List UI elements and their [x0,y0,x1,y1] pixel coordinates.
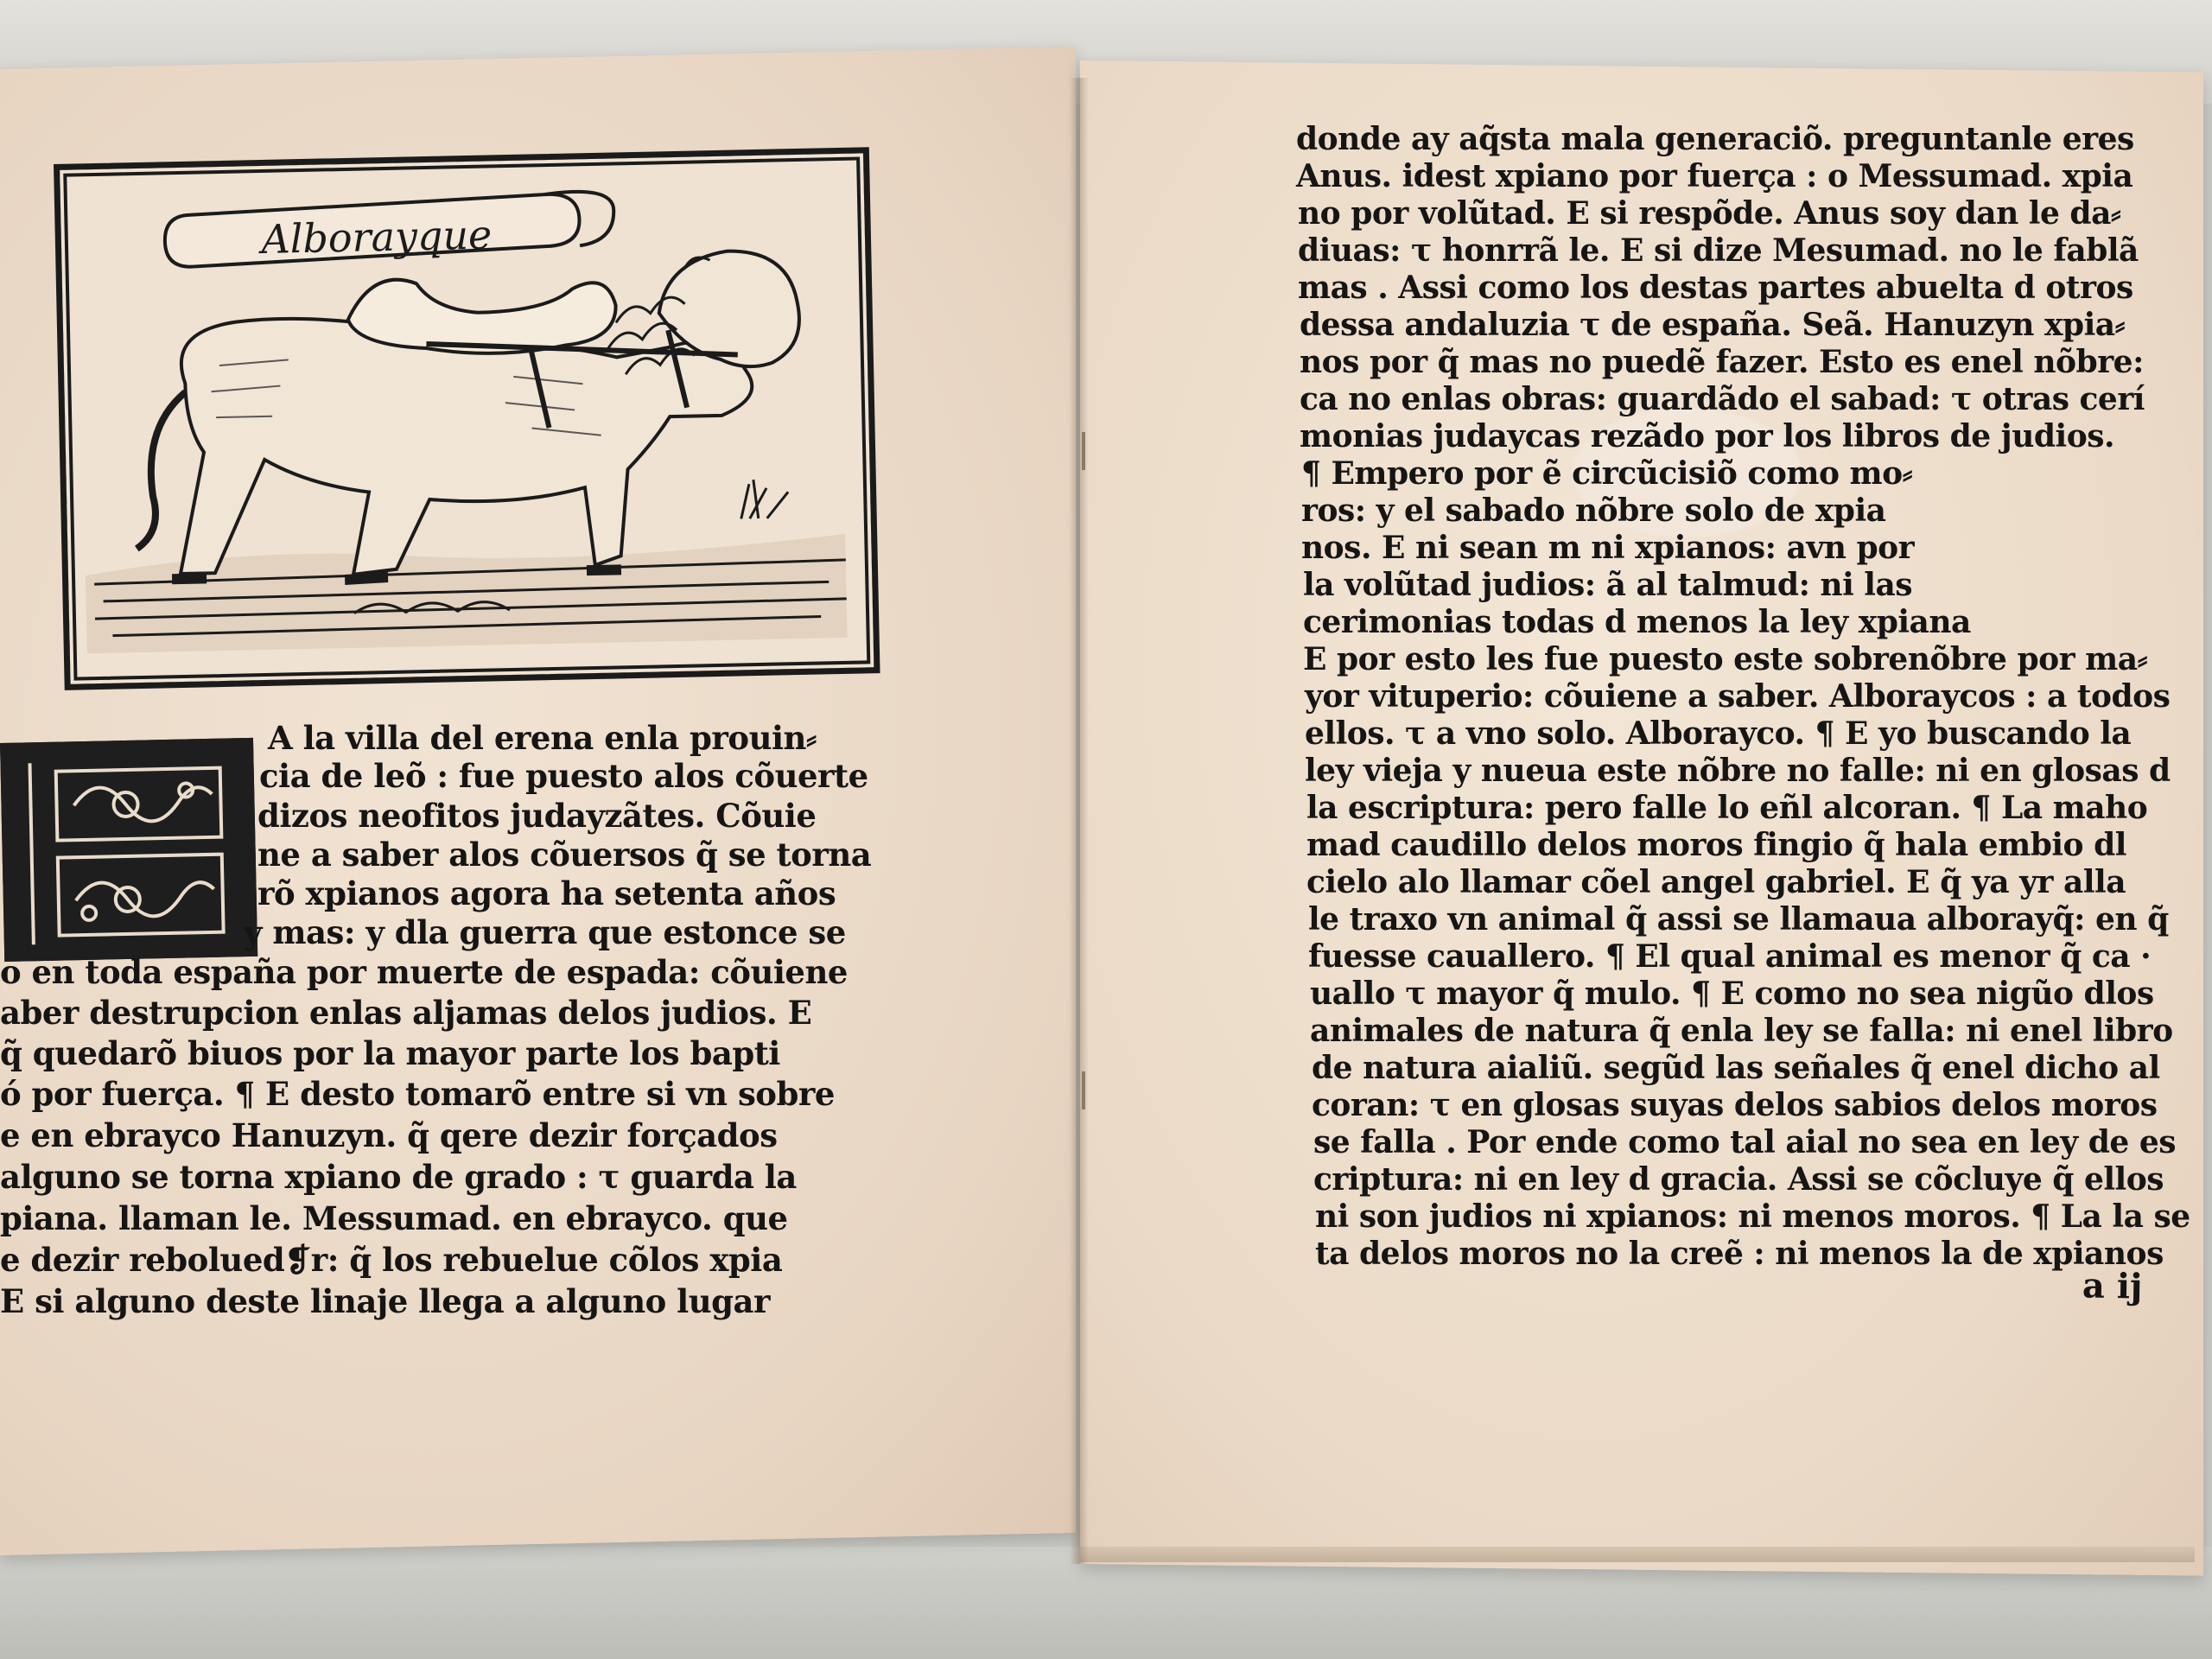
text-line: ellos. τ a vno solo. Alborayco. ¶ E yo buscando la [1305,715,2132,752]
text-line: uallo τ mayor q̃ mulo. ¶ E como no sea nigũo dlos [1310,976,2154,1012]
text-line: ley vieja y nueua este nõbre no falle: ni en glosas d [1305,753,2171,789]
text-line: criptura: ni en ley d gracia. Assi se cõcluye q̃ ellos [1313,1161,2164,1198]
text-line: mas . Assi como los destas partes abuelta d otros [1298,270,2133,306]
text-line: ca no enlas obras: guardãdo el sabad: τ otras cerí [1300,381,2145,417]
text-line: y mas: y dla guerra que estonce se [244,913,846,951]
binding-stitch [1082,1071,1085,1109]
text-line: yor vituperio: cõuiene a saber. Alboraycos : a todos [1305,678,2171,715]
text-line: nos. E ni sean m ni xpianos: avn por [1301,530,1915,566]
text-line: ne a saber alos cõuersos q̃ se torna [257,836,872,874]
book-gutter [1070,78,1089,1564]
binding-stitch [1082,432,1085,470]
text-line: diuas: τ honrrã le. E si dize Mesumad. no le fablã [1298,232,2139,269]
text-line: nos por q̃ mas no puedẽ fazer. Esto es enel nõbre: [1300,344,2144,380]
text-line: rõ xpianos agora ha setenta años [257,874,836,912]
woodcut-illustration [54,147,880,690]
text-line: cia de leõ : fue puesto alos cõuerte [259,757,868,795]
text-line: dessa andaluzia τ de españa. Seã. Hanuzyn xpia⸗ [1300,307,2126,343]
text-line: la volũtad judios: ã al talmud: ni las [1303,567,1913,603]
decorated-initial-letter [0,738,257,962]
text-line: no por volũtad. E si respõde. Anus soy dan le da⸗ [1298,195,2121,232]
text-line: ta delos moros no la creẽ : ni menos la de xpianos [1315,1236,2164,1272]
text-line: fuesse cauallero. ¶ El qual animal es menor q̃ ca · [1308,938,2152,975]
text-line: cerimonias todas d menos la ley xpiana [1303,604,1971,640]
text-line: E si alguno deste linaje llega a alguno lugar [0,1282,770,1320]
text-line: e en ebrayco Hanuzyn. q̃ qere dezir forçados [0,1116,778,1154]
text-line: aber destrupcion enlas aljamas delos judios. E [0,994,812,1032]
text-line: la escriptura: pero falle lo eñl alcoran. ¶ La maho [1306,790,2148,826]
text-line: Anus. idest xpiano por fuerça : o Messumad. xpia [1296,158,2133,194]
text-line: E por esto les fue puesto este sobrenõbre por ma⸗ [1303,641,2148,677]
text-line: coran: τ en glosas suyas delos sabios delos moros [1312,1087,2158,1123]
text-line: o en toda españa por muerte de espada: cõuiene [0,953,848,991]
text-line: cielo alo llamar cõel angel gabriel. E q̃ ya yr alla [1306,864,2126,900]
text-line: de natura aialiũ. segũd las señales q̃ enel dicho al [1312,1050,2160,1086]
text-line: le traxo vn animal q̃ assi se llamaua alborayq̃: en q̃ [1308,901,2169,938]
text-line: animales de natura q̃ enla ley se falla: ni enel libro [1310,1013,2173,1049]
folio-signature: a ij [2082,1265,2143,1307]
text-line: monias judaycas rezãdo por los libros de judios. [1300,418,2115,454]
text-line: A la villa del erena enla prouin⸗ [268,719,817,757]
text-line: mad caudillo delos moros fingio q̃ hala embio dl [1306,827,2126,863]
page-edge [1080,1547,2195,1562]
text-line: se falla . Por ende como tal aial no sea en ley de es [1313,1124,2177,1160]
text-line: ó por fuerça. ¶ E desto tomarõ entre si vn sobre [0,1075,835,1113]
text-line: ¶ Empero por ẽ circũcisiõ como mo⸗ [1301,455,1913,492]
text-line: dizos neofitos judayzãtes. Cõuie [257,797,817,835]
text-line: ros: y el sabado nõbre solo de xpia [1301,493,1886,529]
text-line: ni son judios ni xpianos: ni menos moros. ¶ La la se [1315,1198,2190,1235]
text-line: piana. llaman le. Messumad. en ebrayco. que [0,1199,788,1237]
text-line: q̃ quedarõ biuos por la mayor parte los bapti [0,1034,780,1072]
woodcut-banner-label: Alborayque [260,211,493,263]
text-line: e dezir rebolued❡r: q̃ los rebuelue cõlos xpia [0,1241,783,1279]
text-line: alguno se torna xpiano de grado : τ guarda la [0,1158,797,1196]
text-line: donde ay aq̃sta mala generaciõ. preguntanle eres [1296,121,2134,157]
